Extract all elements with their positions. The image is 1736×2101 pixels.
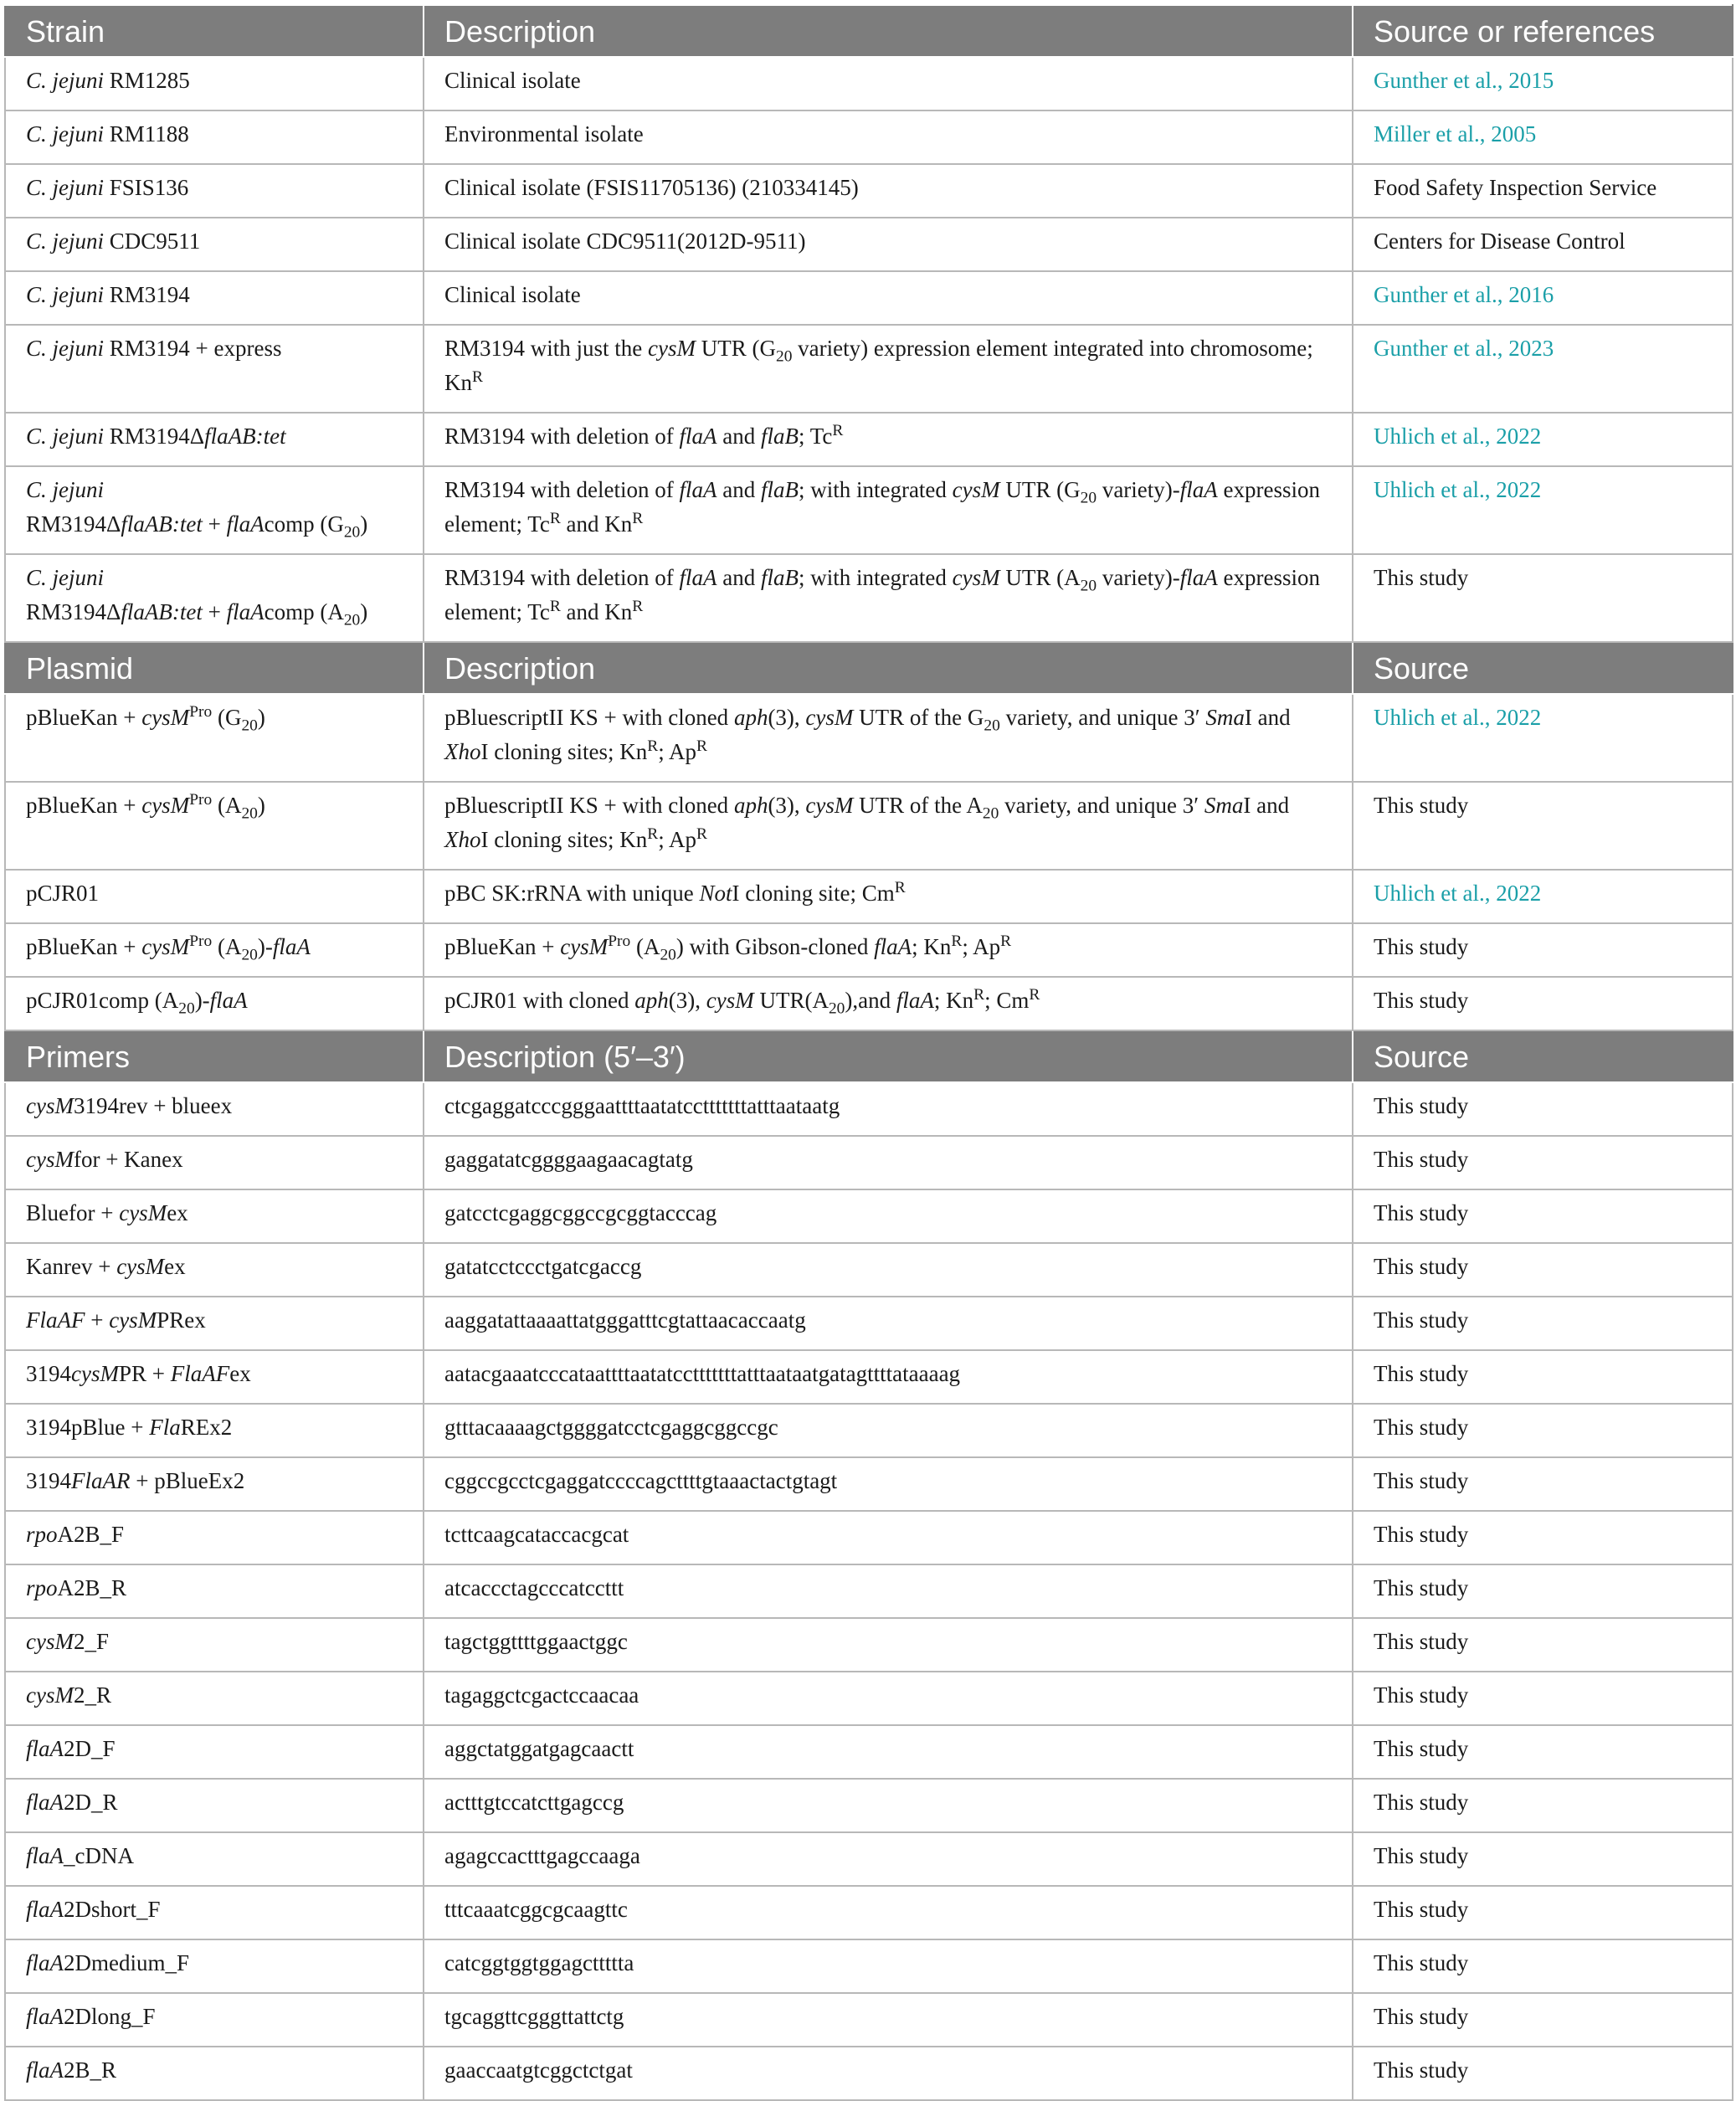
description-cell: aatacgaaatcccataattttaatatcctttttttatttaataatgatagttttataaaag [424,1350,1353,1404]
description-cell: gaaccaatgtcggctctgat [424,2047,1353,2100]
column-header: Description (5′–3′) [424,1030,1353,1082]
name-cell: flaA_cDNA [5,1832,424,1886]
table-row [5,1082,1733,1136]
source-cell: Uhlich et al., 2022 [1353,413,1733,466]
description-cell: catcggtggtggagcttttta [424,1939,1353,1993]
table-row [5,218,1733,271]
description-cell: aggctatggatgagcaactt [424,1725,1353,1779]
source-cell: Uhlich et al., 2022 [1353,694,1733,782]
name-cell: pBlueKan + cysM$^{Pro}$ $(G_{20})$ [5,694,424,782]
column-header: Source [1353,642,1733,694]
table-row [5,1939,1733,1993]
table-row [5,1189,1733,1243]
description-cell: pBluescriptII KS + with cloned aph(3), cysM UTR of the $G_{20}$ variety, and unique 3′ SmaI and XhoI cloning sites; $Kn^R$; $Ap^R$ [424,694,1353,782]
description-cell: Clinical isolate [424,271,1353,325]
name-cell: FlaAF + cysMPRex [5,1297,424,1350]
source-cell: This study [1353,1832,1733,1886]
description-cell: tagctggttttggaactggc [424,1618,1353,1672]
column-header: Plasmid [5,642,424,694]
source-cell: This study [1353,1779,1733,1832]
source-cell: This study [1353,977,1733,1030]
source-cell: Uhlich et al., 2022 [1353,870,1733,923]
name-cell: cysM2_F [5,1618,424,1672]
source-cell: This study [1353,1672,1733,1725]
table-row [5,2047,1733,2100]
source-cell: This study [1353,1564,1733,1618]
table-row [5,694,1733,782]
table-row [5,1672,1733,1725]
column-header: Source or references [1353,5,1733,57]
name-cell: flaA2B_R [5,2047,424,2100]
description-cell: Clinical isolate CDC9511(2012D-9511) [424,218,1353,271]
source-cell: Uhlich et al., 2022 [1353,466,1733,554]
table-row [5,164,1733,218]
name-cell: pCJR01 [5,870,424,923]
table-row [5,977,1733,1030]
table-row [5,1886,1733,1939]
source-cell: Gunther et al., 2023 [1353,325,1733,413]
name-cell: Bluefor + cysMex [5,1189,424,1243]
table-row [5,271,1733,325]
description-cell: atcaccctagcccatccttt [424,1564,1353,1618]
name-cell: flaA2D_F [5,1725,424,1779]
name-cell: 3194FlaAR + pBlueEx2 [5,1457,424,1511]
description-cell: tcttcaagcataccacgcat [424,1511,1353,1564]
table-row [5,1832,1733,1886]
source-cell: This study [1353,1136,1733,1189]
table-row [5,466,1733,554]
column-header: Description [424,642,1353,694]
table-row [5,57,1733,110]
section-header-plasmid [5,642,1733,694]
table-row [5,923,1733,977]
name-cell: pCJR01comp $(A_{20})$-flaA [5,977,424,1030]
table-body [5,5,1733,2100]
source-cell: This study [1353,923,1733,977]
name-cell: cysM2_R [5,1672,424,1725]
description-cell: RM3194 with deletion of flaA and flaB; with integrated cysM UTR ($G_{20}$ variety)-flaA expression element; $Tc^R$ and $Kn^R$ [424,466,1353,554]
table-row [5,325,1733,413]
source-cell: This study [1353,1618,1733,1672]
description-cell: aaggatattaaaattatgggatttcgtattaacaccaatg [424,1297,1353,1350]
name-cell: Kanrev + cysMex [5,1243,424,1297]
name-cell: C. jejuni RM3194ΔflaAB:tet + flaAcomp $(A_{20})$ [5,554,424,642]
table-row [5,870,1733,923]
name-cell: flaA2D_R [5,1779,424,1832]
table-row [5,782,1733,870]
name-cell: C. jejuni RM3194ΔflaAB:tet + flaAcomp $(G_{20})$ [5,466,424,554]
source-cell: Centers for Disease Control [1353,218,1733,271]
description-cell: gtttacaaaagctggggatcctcgaggcggccgc [424,1404,1353,1457]
name-cell: rpoA2B_F [5,1511,424,1564]
name-cell: C. jejuni RM3194 + express [5,325,424,413]
description-cell: pBluescriptII KS + with cloned aph(3), cysM UTR of the $A_{20}$ variety, and unique 3′ SmaI and XhoI cloning sites; $Kn^R$; $Ap^R$ [424,782,1353,870]
table-row [5,1511,1733,1564]
source-cell: Gunther et al., 2016 [1353,271,1733,325]
description-cell: ctcgaggatcccgggaattttaatatcctttttttatttaataatg [424,1082,1353,1136]
description-cell: tgcaggttcgggttattctg [424,1993,1353,2047]
table-row [5,1457,1733,1511]
source-cell: This study [1353,1189,1733,1243]
source-cell: This study [1353,2047,1733,2100]
name-cell: C. jejuni RM1188 [5,110,424,164]
description-cell: pBC SK:rRNA with unique NotI cloning site; $Cm^R$ [424,870,1353,923]
source-cell: This study [1353,1350,1733,1404]
name-cell: cysMfor + Kanex [5,1136,424,1189]
table-row [5,554,1733,642]
table-row [5,1779,1733,1832]
description-cell: RM3194 with just the cysM UTR ($G_{20}$ variety) expression element integrated into chromosome; $Kn^R$ [424,325,1353,413]
name-cell: flaA2Dshort_F [5,1886,424,1939]
table-row [5,1404,1733,1457]
name-cell: C. jejuni RM3194ΔflaAB:tet [5,413,424,466]
table-row [5,1136,1733,1189]
name-cell: rpoA2B_R [5,1564,424,1618]
description-cell: pBlueKan + cysM$^{Pro}$ $(A_{20})$ with Gibson-cloned flaA; $Kn^R$; $Ap^R$ [424,923,1353,977]
description-cell: tttcaaatcggcgcaagttc [424,1886,1353,1939]
name-cell: cysM3194rev + blueex [5,1082,424,1136]
description-cell: Environmental isolate [424,110,1353,164]
table-row [5,1297,1733,1350]
description-cell: Clinical isolate (FSIS11705136) (210334145) [424,164,1353,218]
description-cell: tagaggctcgactccaacaa [424,1672,1353,1725]
name-cell: C. jejuni RM3194 [5,271,424,325]
name-cell: C. jejuni FSIS136 [5,164,424,218]
section-header-strain [5,5,1733,57]
source-cell: This study [1353,1993,1733,2047]
column-header: Description [424,5,1353,57]
description-cell: agagccactttgagccaaga [424,1832,1353,1886]
table-row [5,1564,1733,1618]
description-cell: gatcctcgaggcggccgcggtacccag [424,1189,1353,1243]
name-cell: 3194cysMPR + FlaAFex [5,1350,424,1404]
source-cell: This study [1353,1404,1733,1457]
table-row [5,1993,1733,2047]
table-row [5,1350,1733,1404]
source-cell: This study [1353,1725,1733,1779]
name-cell: 3194pBlue + FlaREx2 [5,1404,424,1457]
description-cell: RM3194 with deletion of flaA and flaB; with integrated cysM UTR ($A_{20}$ variety)-flaA expression element; $Tc^R$ and $Kn^R$ [424,554,1353,642]
column-header: Strain [5,5,424,57]
strains-plasmids-primers-table [4,4,1733,2101]
table-row [5,413,1733,466]
source-cell: This study [1353,1297,1733,1350]
source-cell: Miller et al., 2005 [1353,110,1733,164]
description-cell: actttgtccatcttgagccg [424,1779,1353,1832]
source-cell: Gunther et al., 2015 [1353,57,1733,110]
source-cell: Food Safety Inspection Service [1353,164,1733,218]
name-cell: C. jejuni CDC9511 [5,218,424,271]
name-cell: flaA2Dmedium_F [5,1939,424,1993]
source-cell: This study [1353,554,1733,642]
source-cell: This study [1353,782,1733,870]
description-cell: RM3194 with deletion of flaA and flaB; $Tc^R$ [424,413,1353,466]
name-cell: flaA2Dlong_F [5,1993,424,2047]
source-cell: This study [1353,1511,1733,1564]
section-header-primers [5,1030,1733,1082]
name-cell: pBlueKan + cysM$^{Pro}$ $(A_{20})$ [5,782,424,870]
source-cell: This study [1353,1457,1733,1511]
description-cell: gaggatatcggggaagaacagtatg [424,1136,1353,1189]
column-header: Primers [5,1030,424,1082]
source-cell: This study [1353,1886,1733,1939]
table-row [5,1725,1733,1779]
description-cell: pCJR01 with cloned aph(3), cysM $UTR(A_{20}),and$ flaA; $Kn^R$; $Cm^R$ [424,977,1353,1030]
source-cell: This study [1353,1082,1733,1136]
description-cell: Clinical isolate [424,57,1353,110]
name-cell: pBlueKan + cysM$^{Pro}$ $(A_{20})$-flaA [5,923,424,977]
table-row [5,1618,1733,1672]
column-header: Source [1353,1030,1733,1082]
table-row [5,110,1733,164]
table-row [5,1243,1733,1297]
source-cell: This study [1353,1939,1733,1993]
description-cell: gatatcctccctgatcgaccg [424,1243,1353,1297]
source-cell: This study [1353,1243,1733,1297]
name-cell: C. jejuni RM1285 [5,57,424,110]
description-cell: cggccgcctcgaggatccccagcttttgtaaactactgtagt [424,1457,1353,1511]
